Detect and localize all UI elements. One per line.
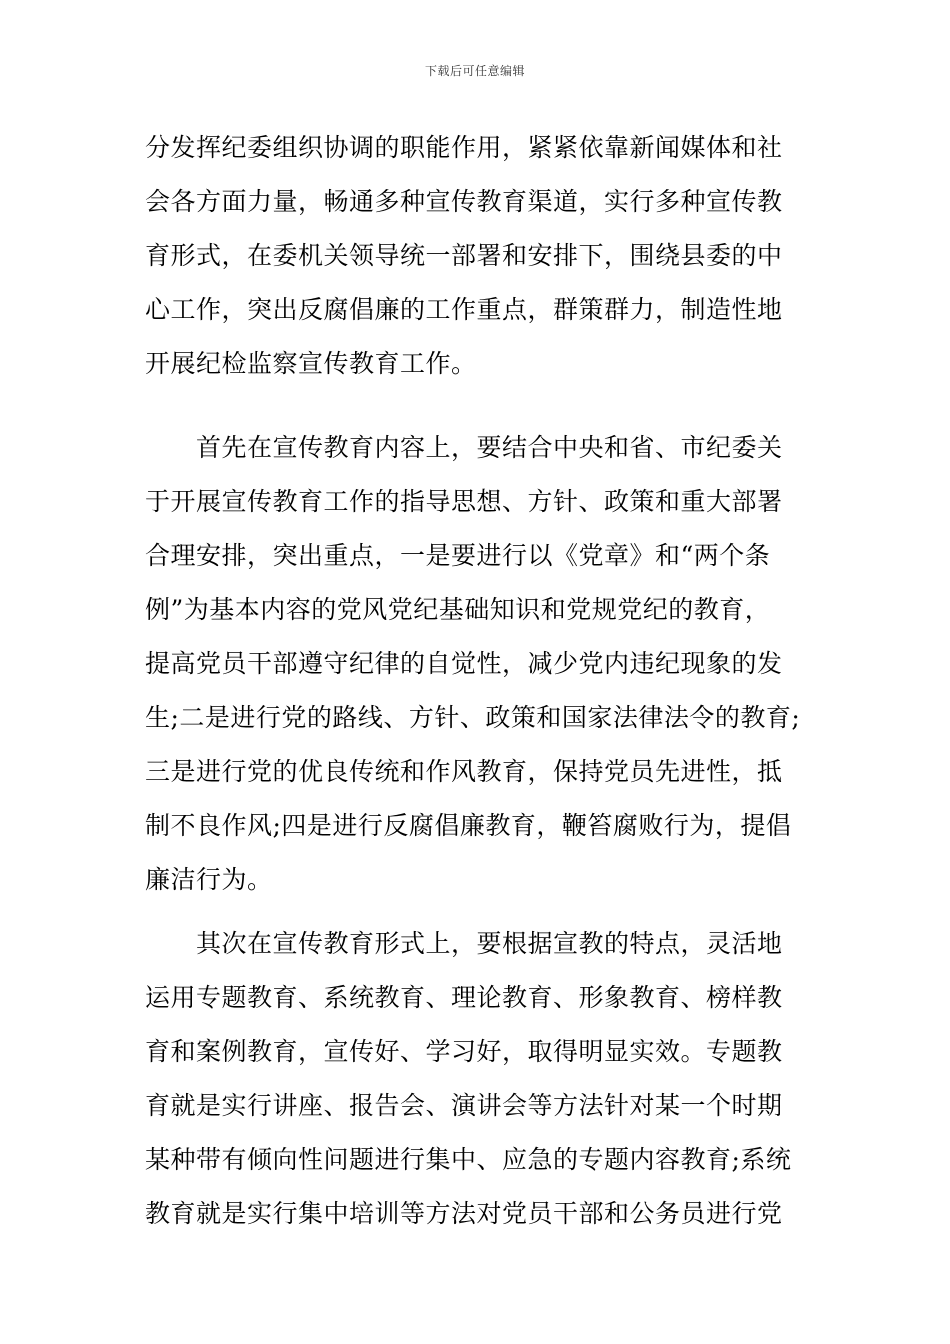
text-line: 例”为基本内容的党风党纪基础知识和党规党纪的教育，: [145, 595, 771, 624]
text-line: 育就是实行讲座、报告会、演讲会等方法针对某一个时期: [145, 1091, 783, 1120]
paragraph-2: [145, 421, 815, 907]
text-line: 育和案例教育，宣传好、学习好，取得明显实效。专题教: [145, 1037, 783, 1066]
text-line: 于开展宣传教育工作的指导思想、方针、政策和重大部署: [145, 487, 783, 516]
text-line: 运用专题教育、系统教育、理论教育、形象教育、榜样教: [145, 983, 783, 1012]
text-line: 会各方面力量，畅通多种宣传教育渠道，实行多种宣传教: [145, 187, 783, 216]
text-line: 制不良作风;四是进行反腐倡廉教育，鞭笞腐败行为，提倡: [145, 811, 792, 840]
text-line: 育形式，在委机关领导统一部署和安排下，围绕县委的中: [145, 241, 783, 270]
text-line: 教育就是实行集中培训等方法对党员干部和公务员进行党: [145, 1199, 783, 1228]
paragraph-3: [145, 917, 815, 1241]
paragraph-1: [145, 121, 815, 391]
text-line: 首先在宣传教育内容上，要结合中央和省、市纪委关: [145, 433, 783, 462]
text-line: 生;二是进行党的路线、方针、政策和国家法律法令的教育;: [145, 703, 801, 732]
text-line: 提高党员干部遵守纪律的自觉性，减少党内违纪现象的发: [145, 649, 783, 678]
text-line: 廉洁行为。: [145, 865, 273, 894]
text-line: 某种带有倾向性问题进行集中、应急的专题内容教育;系统: [145, 1145, 792, 1174]
page-header-note: 下载后可任意编辑: [424, 64, 525, 78]
text-line: 心工作，突出反腐倡廉的工作重点，群策群力，制造性地: [145, 295, 783, 324]
text-line: 其次在宣传教育形式上，要根据宣教的特点，灵活地: [145, 929, 783, 958]
text-line: 分发挥纪委组织协调的职能作用，紧紧依靠新闻媒体和社: [145, 133, 783, 162]
text-line: 合理安排，突出重点，一是要进行以《党章》和“两个条: [145, 541, 771, 570]
text-line: 开展纪检监察宣传教育工作。: [145, 349, 477, 378]
text-line: 三是进行党的优良传统和作风教育，保持党员先进性，抵: [145, 757, 783, 786]
